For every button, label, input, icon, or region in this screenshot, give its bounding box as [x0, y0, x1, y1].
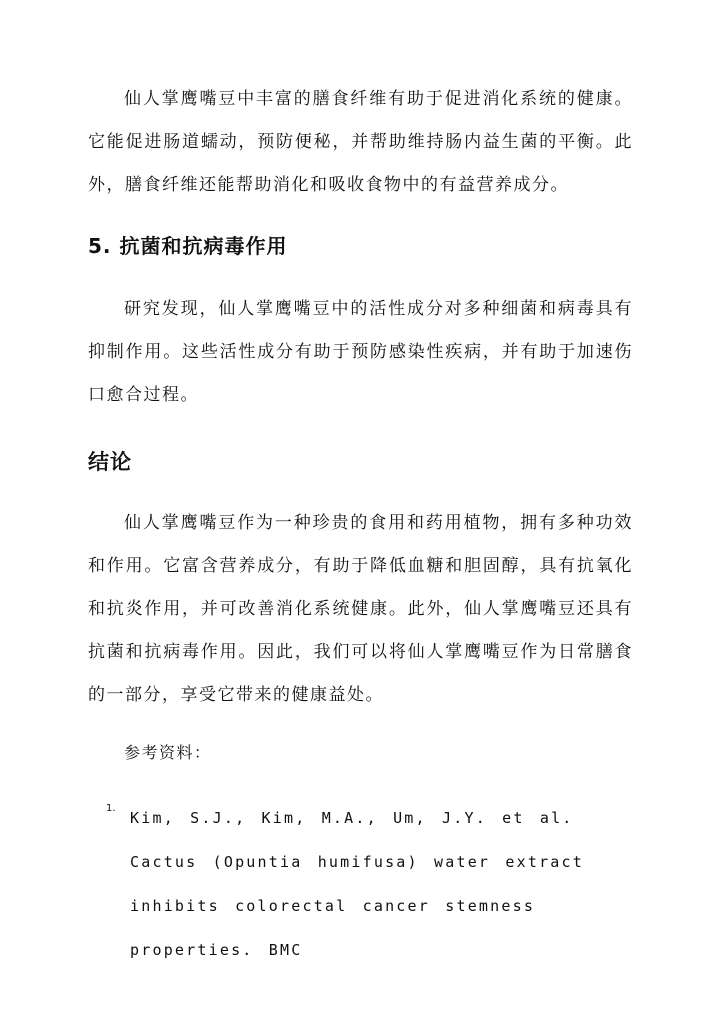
references-label: 参考资料：	[124, 743, 212, 762]
paragraph-antimicrobial: 研究发现，仙人掌鹰嘴豆中的活性成分对多种细菌和病毒具有抑制作用。这些活性成分有助于预防感染性疾病，并有助于加速伤口愈合过程。	[88, 299, 633, 405]
reference-text: Kim, S.J., Kim, M.A., Um, J.Y. et al. Cactus (Opuntia humifusa) water extract inhibits colorectal cancer stemness properties. BMC	[130, 809, 584, 959]
reference-number: 1.	[106, 803, 116, 814]
paragraph-dietary-fiber: 仙人掌鹰嘴豆中丰富的膳食纤维有助于促进消化系统的健康。它能促进肠道蠕动，预防便秘，并帮助维持肠内益生菌的平衡。此外，膳食纤维还能帮助消化和吸收食物中的有益营养成分。	[88, 89, 633, 195]
conclusion-heading: 结论	[88, 450, 132, 474]
paragraph-conclusion: 仙人掌鹰嘴豆作为一种珍贵的食用和药用植物，拥有多种功效和作用。它富含营养成分，有助于降低血糖和胆固醇，具有抗氧化和抗炎作用，并可改善消化系统健康。此外，仙人掌鹰嘴豆还具有抗菌和抗病毒作用。因此，我们可以将仙人掌鹰嘴豆作为日常膳食的一部分，享受它带来的健康益处。	[88, 513, 633, 705]
section-heading-antimicrobial: 5. 抗菌和抗病毒作用	[88, 234, 288, 258]
